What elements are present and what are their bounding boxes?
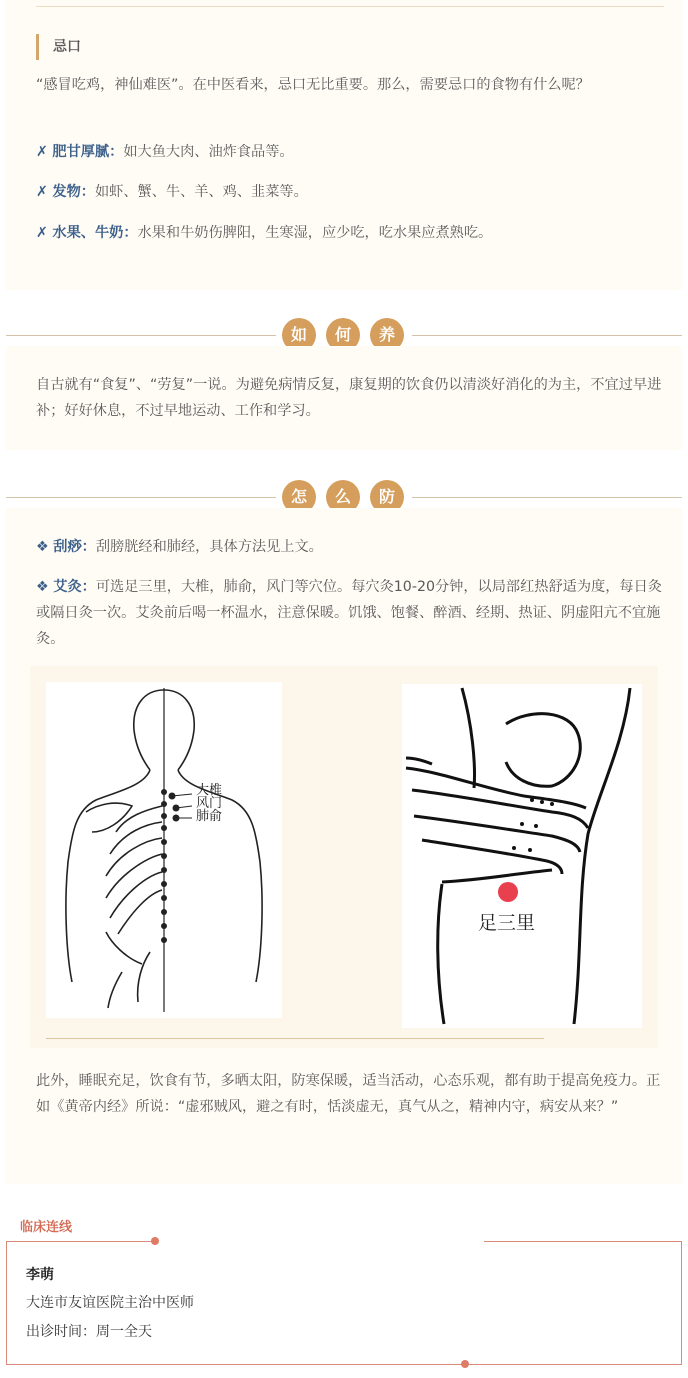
avoid-item-3 xyxy=(36,220,664,246)
divider-char: 如 xyxy=(282,318,316,352)
prevent-item-1 xyxy=(36,534,664,560)
avoid-item-label: 水果、牛奶： xyxy=(52,225,138,241)
label-zusanli: 足三里 xyxy=(478,912,536,934)
prevent-item-text: 刮膀胱经和肺经，具体方法见上文。 xyxy=(95,539,323,555)
avoid-item-text: 水果和牛奶伤脾阳，生寒湿，应少吃，吃水果应煮熟吃。 xyxy=(137,225,493,241)
doctor-name: 李萌 xyxy=(26,1267,54,1283)
leg-acupoint-image xyxy=(402,684,642,1028)
divider-line xyxy=(6,497,276,498)
back-illustration xyxy=(46,682,282,1018)
nurture-card xyxy=(6,346,682,450)
divider-char: 养 xyxy=(370,318,404,352)
avoid-heading: 忌口 xyxy=(36,34,81,60)
divider-line xyxy=(6,335,276,336)
top-divider xyxy=(36,6,664,7)
avoid-item-2 xyxy=(36,179,664,205)
divider-char: 防 xyxy=(370,480,404,514)
avoid-item-1 xyxy=(36,139,664,165)
contact-border-bottom-right xyxy=(468,1364,682,1365)
cross-icon: ✗ xyxy=(36,184,48,200)
prevent-item-label: 艾灸： xyxy=(53,579,96,595)
nurture-text: 自古就有“食复”、“劳复”一说。为避免病情反复，康复期的饮食仍以清淡好消化的为主，不宜过早进补；好好休息，不过早地运动、工作和学习。 xyxy=(36,377,662,419)
clinical-title: 临床连线 xyxy=(20,1220,73,1235)
label-fengmen: 风门 xyxy=(196,796,223,811)
avoid-intro: “感冒吃鸡，神仙难医”。在中医看来，忌口无比重要。那么，需要忌口的食物有什么呢？ xyxy=(36,77,590,93)
divider-char: 何 xyxy=(326,318,360,352)
divider-line xyxy=(412,497,682,498)
avoid-item-text: 如大鱼大肉、油炸食品等。 xyxy=(123,144,294,160)
avoid-item-label: 肥甘厚腻： xyxy=(52,144,124,160)
diamond-icon: ❖ xyxy=(36,539,49,555)
divider-char: 怎 xyxy=(282,480,316,514)
divider-line xyxy=(412,335,682,336)
back-acupoint-labels xyxy=(196,784,222,823)
contact-border-bottom-left xyxy=(6,1364,464,1365)
avoid-card xyxy=(6,0,682,290)
divider-char: 么 xyxy=(326,480,360,514)
cross-icon: ✗ xyxy=(36,144,48,160)
avoid-item-label: 发物： xyxy=(52,184,95,200)
doctor-position: 大连市友谊医院主治中医师 xyxy=(26,1295,194,1311)
prevent-item-2 xyxy=(36,574,664,652)
label-dazhui: 大椎 xyxy=(196,783,223,798)
back-acupoint-image xyxy=(46,682,282,1018)
figure-separator xyxy=(46,1038,544,1039)
doctor-schedule: 出诊时间：周一全天 xyxy=(26,1324,152,1340)
label-feishu: 肺俞 xyxy=(196,809,223,824)
closing-text: 此外，睡眠充足，饮食有节，多晒太阳，防寒保暖，适当活动，心态乐观，都有助于提高免疫力。正如《黄帝内经》所说：“虚邪贼风，避之有时，恬淡虚无，真气从之，精神内守，病安从来？” xyxy=(36,1073,661,1115)
avoid-item-text: 如虾、蟹、牛、羊、鸡、韭菜等。 xyxy=(94,184,308,200)
prevent-item-label: 刮痧： xyxy=(53,539,96,555)
leg-illustration xyxy=(402,684,642,1028)
cross-icon: ✗ xyxy=(36,225,48,241)
acupoint-zusanli-dot xyxy=(498,882,518,902)
prevent-item-text: 可选足三里，大椎，肺俞，风门等穴位。每穴灸10-20分钟，以局部红热舒适为度，每日灸或隔日灸一次。艾灸前后喝一杯温水，注意保暖。饥饿、饱餐、醉酒、经期、热证、阴虚阳亢不宜施灸。 xyxy=(36,579,662,647)
diamond-icon: ❖ xyxy=(36,579,49,595)
